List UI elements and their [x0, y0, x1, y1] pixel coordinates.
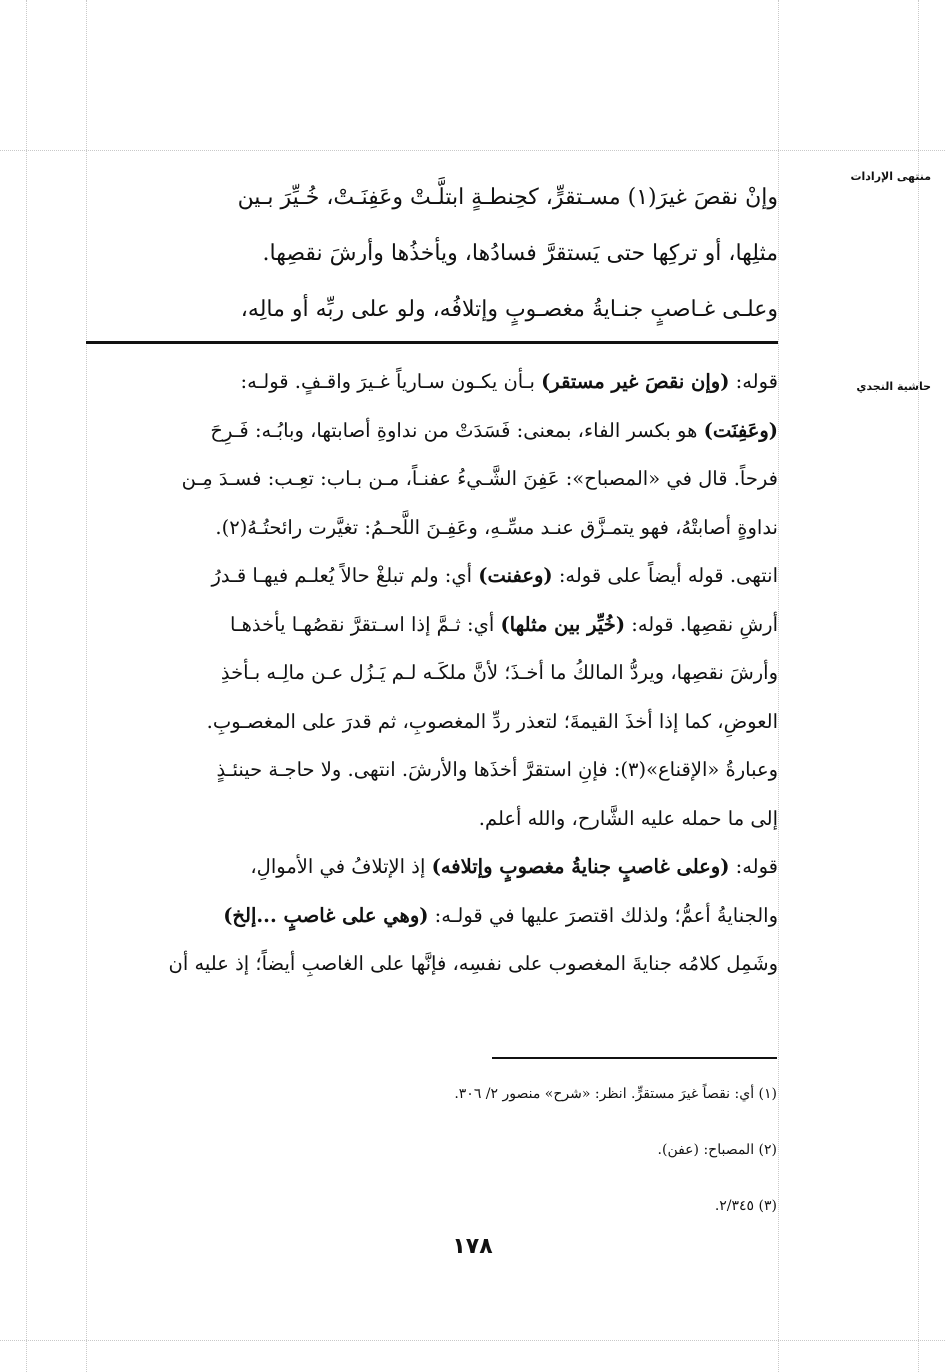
guide-line [26, 0, 27, 1372]
hashiya-line: إلى ما حمله عليه الشَّارح، والله أعلم. [478, 806, 778, 830]
guide-line [0, 1340, 945, 1341]
hashiya-line: العوضِ، كما إذا أخذَ القيمةَ؛ لتعذر ردِّ المغصوبِ، ثم قدرَ على المغصـوبِ. [206, 709, 778, 733]
hashiya-line: (وعَفِنَت) هو بكسر الفاء، بمعنى: فَسَدَتْ من نداوةِ أصابتها، وبابُـه: فَـرِحَ [210, 418, 778, 442]
hashiya-side-label: حاشية النجدي [856, 380, 931, 393]
footnote: (١) أي: نقصاً غيرَ مستقرٍّ. انظر: «شرح» منصور ٢/ ٣٠٦. [454, 1086, 777, 1102]
hashiya-line: فرحاً. قال في «المصباح»: عَفِنَ الشَّـيءُ عفنـاً، مـن بـاب: تعِـب: فسـدَ مِـن [181, 467, 778, 490]
hashiya-line: نداوةٍ أصابتْهُ، فهو يتمـزَّق عنـد مسِّـهِ، وعَفِـنَ اللَّحـمُ: تغيَّرت رائحتُـهُ(٢). [215, 515, 778, 539]
matn-line: مثلِها، أو تركِها حتى يَستقرَّ فسادُها، ويأخذُها وأرشَ نقصِها. [262, 241, 778, 266]
hashiya-line: وأرشَ نقصِها، ويردُّ المالكُ ما أخـذَ؛ لأنَّ ملكَـه لـم يَـزُل عـن مالِـه بـأخذِ [220, 661, 778, 684]
hashiya-line: قوله: (وإن نقصَ غير مستقر) بـأن يكـون سـارياً غـيرَ واقـفٍ. قولـه: [240, 370, 778, 393]
matn-text [86, 170, 778, 338]
footnote: (٣) ٢/٣٤٥. [714, 1198, 777, 1214]
footnotes [300, 1066, 777, 1234]
matn-line: وعلـى غـاصبٍ جنـايةُ مغصـوبٍ وإتلافُه، ولو على ربِّه أو مالِه، [240, 297, 778, 322]
matn-separator-rule [86, 341, 778, 344]
hashiya-line: انتهى. قوله أيضاً على قوله: (وعفنت) أي: ولم تبلغْ حالاً يُعلـم فيهـا قـدرُ [211, 564, 778, 587]
guide-line [918, 0, 919, 1372]
hashiya-line: وعبارةُ «الإقناع»(٣): فإنِ استقرَّ أخذَها والأرشَ. انتهى. ولا حاجـة حينئـذٍ [216, 758, 778, 781]
hashiya-line: أرشِ نقصِها. قوله: (خُيِّر بين مثلها) أي: ثـمَّ إذا اسـتقرَّ نقصُهـا يأخذهـا [229, 612, 778, 636]
footnote: (٢) المصباح: (عفن). [657, 1142, 777, 1158]
footnote-separator-rule [492, 1057, 777, 1059]
page-number: ١٧٨ [452, 1234, 493, 1259]
matn-side-label: منتهى الإرادات [850, 170, 931, 183]
hashiya-text [86, 358, 778, 989]
guide-line [778, 0, 779, 1372]
hashiya-line: وشَمِل كلامُه جنايةَ المغصوب على نفسِه، فإنَّها على الغاصبِ أيضاً؛ إذ عليه أن [168, 952, 778, 975]
hashiya-line: قوله: (وعلى غاصبٍ جنايةُ مغصوبٍ وإتلافه) إذ الإتلافُ في الأموالِ، [250, 855, 778, 878]
hashiya-line: والجنايةُ أعمُّ؛ ولذلك اقتصرَ عليها في قولـه: (وهي على غاصبٍ ...إلخ) [223, 903, 778, 927]
guide-line [0, 150, 945, 151]
matn-line: وإنْ نقصَ غيرَ(١) مسـتقرٍّ، كحِنطـةٍ ابتلَّـتْ وعَفِنَـتْ، خُـيِّرَ بـين [237, 185, 778, 210]
